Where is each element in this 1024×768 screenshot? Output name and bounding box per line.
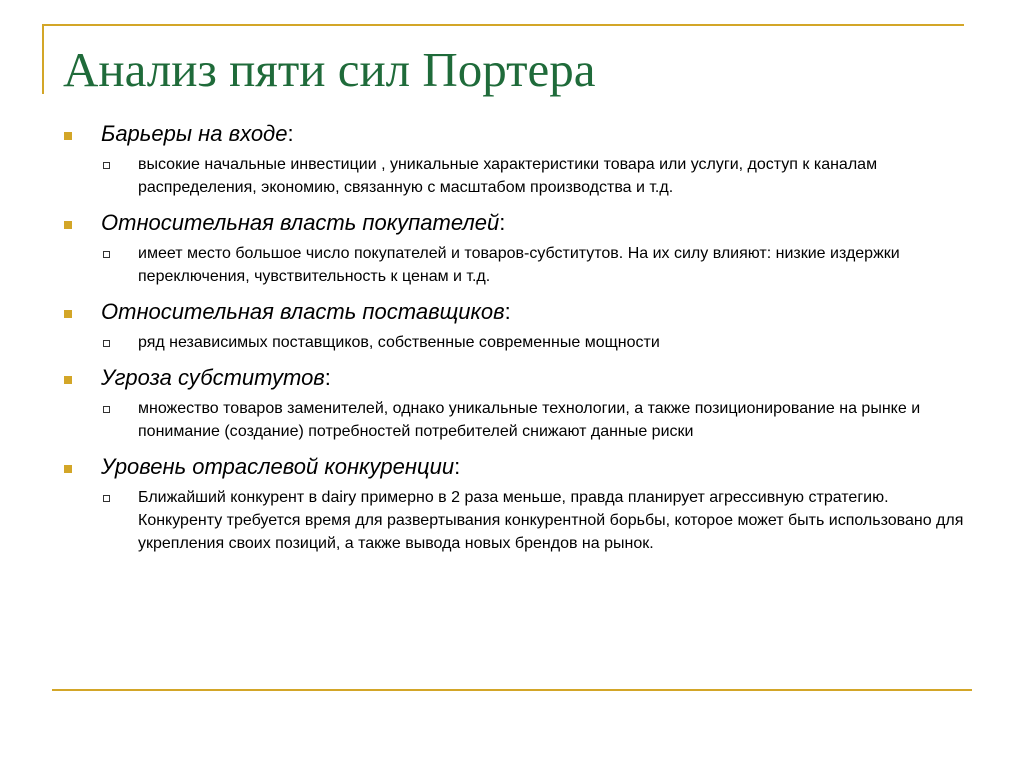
hollow-square-bullet-icon [103,495,110,502]
heading-text: Барьеры на входе [101,121,288,146]
hollow-square-bullet-icon [103,162,110,169]
section-heading [64,452,964,482]
section-heading [64,297,964,327]
section-substitutes-threat [64,363,964,443]
detail-text: ряд независимых поставщиков, собственные современные мощности [138,334,660,351]
heading-colon: : [324,365,331,390]
slide-content [64,119,964,564]
section-industry-rivalry [64,452,964,555]
section-detail [138,486,968,555]
section-supplier-power [64,297,964,354]
square-bullet-icon [64,221,72,229]
heading-text: Относительная власть покупателей [101,210,500,235]
heading-colon: : [454,454,461,479]
heading-text: Угроза субститутов [101,365,325,390]
detail-text: имеет место большое число покупателей и товаров-субститутов. На их силу влияют: низкие издержки переключения, чувствительность к ценам и т.д. [138,245,900,285]
section-detail [138,153,968,199]
detail-text: Ближайший конкурент в dairy примерно в 2 раза меньше, правда планирует агрессивную стратегию. Конкуренту требуется время для развертывания конкурентной борьбы, которое может быть использовано для укрепления своих позиций, а также вывода новых брендов на рынок. [138,489,964,552]
hollow-square-bullet-icon [103,340,110,347]
hollow-square-bullet-icon [103,406,110,413]
square-bullet-icon [64,310,72,318]
square-bullet-icon [64,132,72,140]
slide-title: Анализ пяти сил Портера [63,42,596,97]
section-heading [64,119,964,149]
heading-colon: : [287,121,294,146]
top-border-line [42,24,964,26]
section-detail [138,242,968,288]
left-border-line [42,24,44,94]
section-buyer-power [64,208,964,288]
hollow-square-bullet-icon [103,251,110,258]
bottom-border-line [52,689,972,691]
heading-colon: : [504,299,511,324]
square-bullet-icon [64,465,72,473]
section-heading [64,208,964,238]
heading-colon: : [499,210,506,235]
detail-text: множество товаров заменителей, однако уникальные технологии, а также позиционирование на рынке и понимание (создание) потребностей потребителей снижают данные риски [138,400,921,440]
section-heading [64,363,964,393]
section-detail [138,397,968,443]
detail-text: высокие начальные инвестиции , уникальные характеристики товара или услуги, доступ к каналам распределения, экономию, связанную с масштабом производства и т.д. [138,156,878,196]
square-bullet-icon [64,376,72,384]
heading-text: Уровень отраслевой конкуренции [101,454,455,479]
heading-text: Относительная власть поставщиков [101,299,505,324]
section-entry-barriers [64,119,964,199]
section-detail [138,331,968,354]
